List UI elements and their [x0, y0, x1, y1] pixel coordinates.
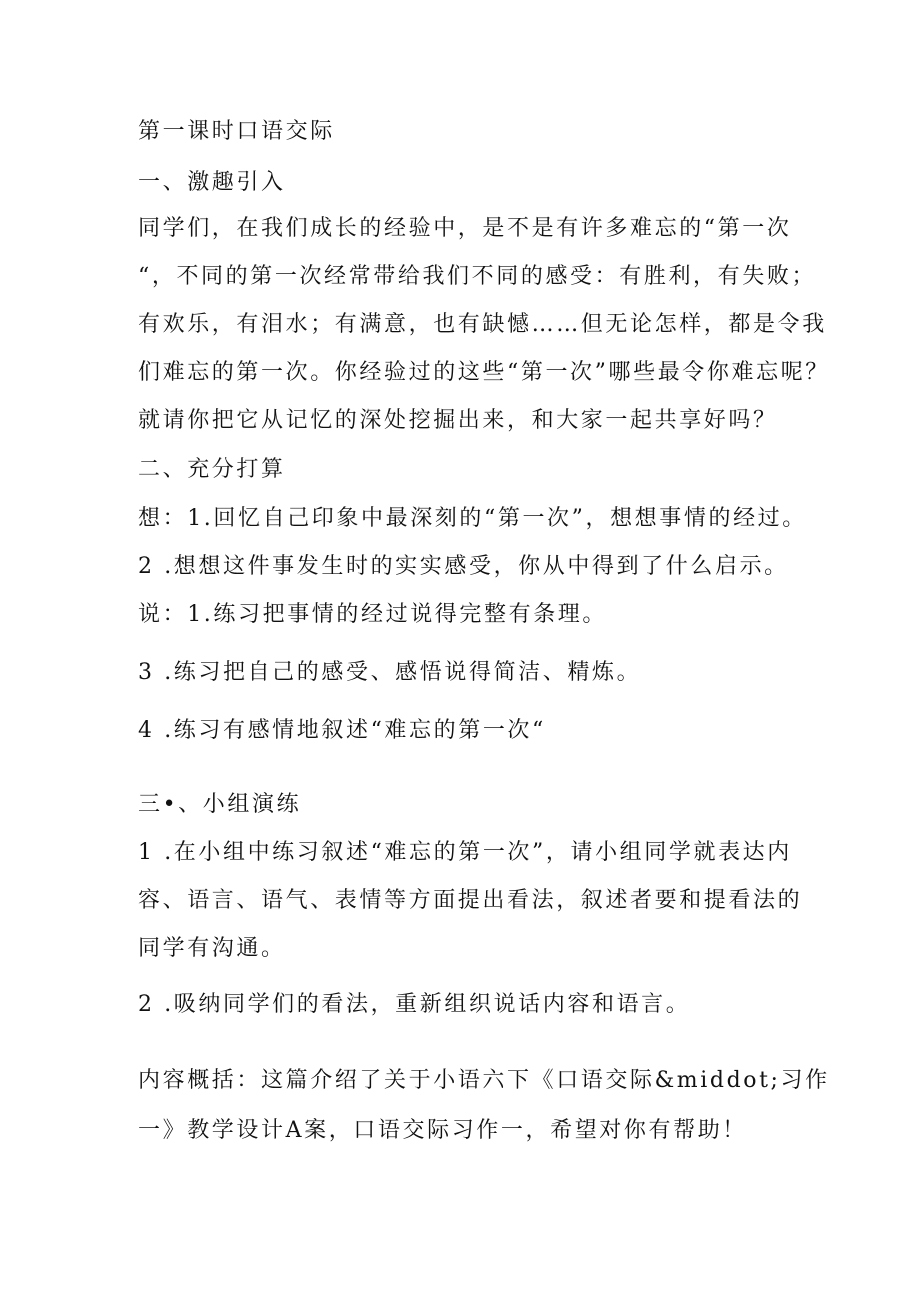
list-item: 同学有沟通。 — [138, 936, 286, 961]
paragraph-line: 同学们，在我们成长的经验中，是不是有许多难忘的“第一次 — [138, 216, 792, 241]
section-heading-1: 一、激趣引入 — [138, 170, 286, 195]
list-item: 2 .想想这件事发生时的实实感受，你从中得到了什么启示。 — [138, 554, 789, 579]
paragraph-line: 有欢乐，有泪水；有满意，也有缺憾……但无论怎样，都是令我 — [138, 312, 827, 337]
document-title: 第一课时口语交际 — [138, 119, 335, 144]
summary-line: 内容概括：这篇介绍了关于小语六下《口语交际&middot;习作 — [138, 1068, 830, 1093]
paragraph-line: “，不同的第一次经常带给我们不同的感受：有胜利，有失败； — [138, 264, 817, 289]
paragraph-line: 们难忘的第一次。你经验过的这些“第一次”哪些最令你难忘呢？ — [138, 360, 830, 385]
list-item: 容、语言、语气、表情等方面提出看法，叙述者要和提看法的 — [138, 888, 803, 913]
list-item: 说：1.练习把事情的经过说得完整有条理。 — [138, 602, 607, 627]
list-item: 2 .吸纳同学们的看法，重新组织说话内容和语言。 — [138, 992, 691, 1017]
paragraph-line: 就请你把它从记忆的深处挖掘出来，和大家一起共享好吗？ — [138, 408, 778, 433]
list-item: 想：1.回忆自己印象中最深刻的“第一次”，想想事情的经过。 — [138, 506, 807, 531]
list-item: 3 .练习把自己的感受、感悟说得简洁、精炼。 — [138, 660, 642, 685]
section-heading-3: 三•、小组演练 — [138, 792, 302, 817]
list-item: 4 .练习有感情地叙述“难忘的第一次“ — [138, 718, 546, 743]
summary-line: 一》教学设计A案，口语交际习作一，希望对你有帮助！ — [138, 1118, 747, 1143]
list-item: 1 .在小组中练习叙述“难忘的第一次”，请小组同学就表达内 — [138, 840, 792, 865]
section-heading-2: 二、充分打算 — [138, 457, 286, 482]
